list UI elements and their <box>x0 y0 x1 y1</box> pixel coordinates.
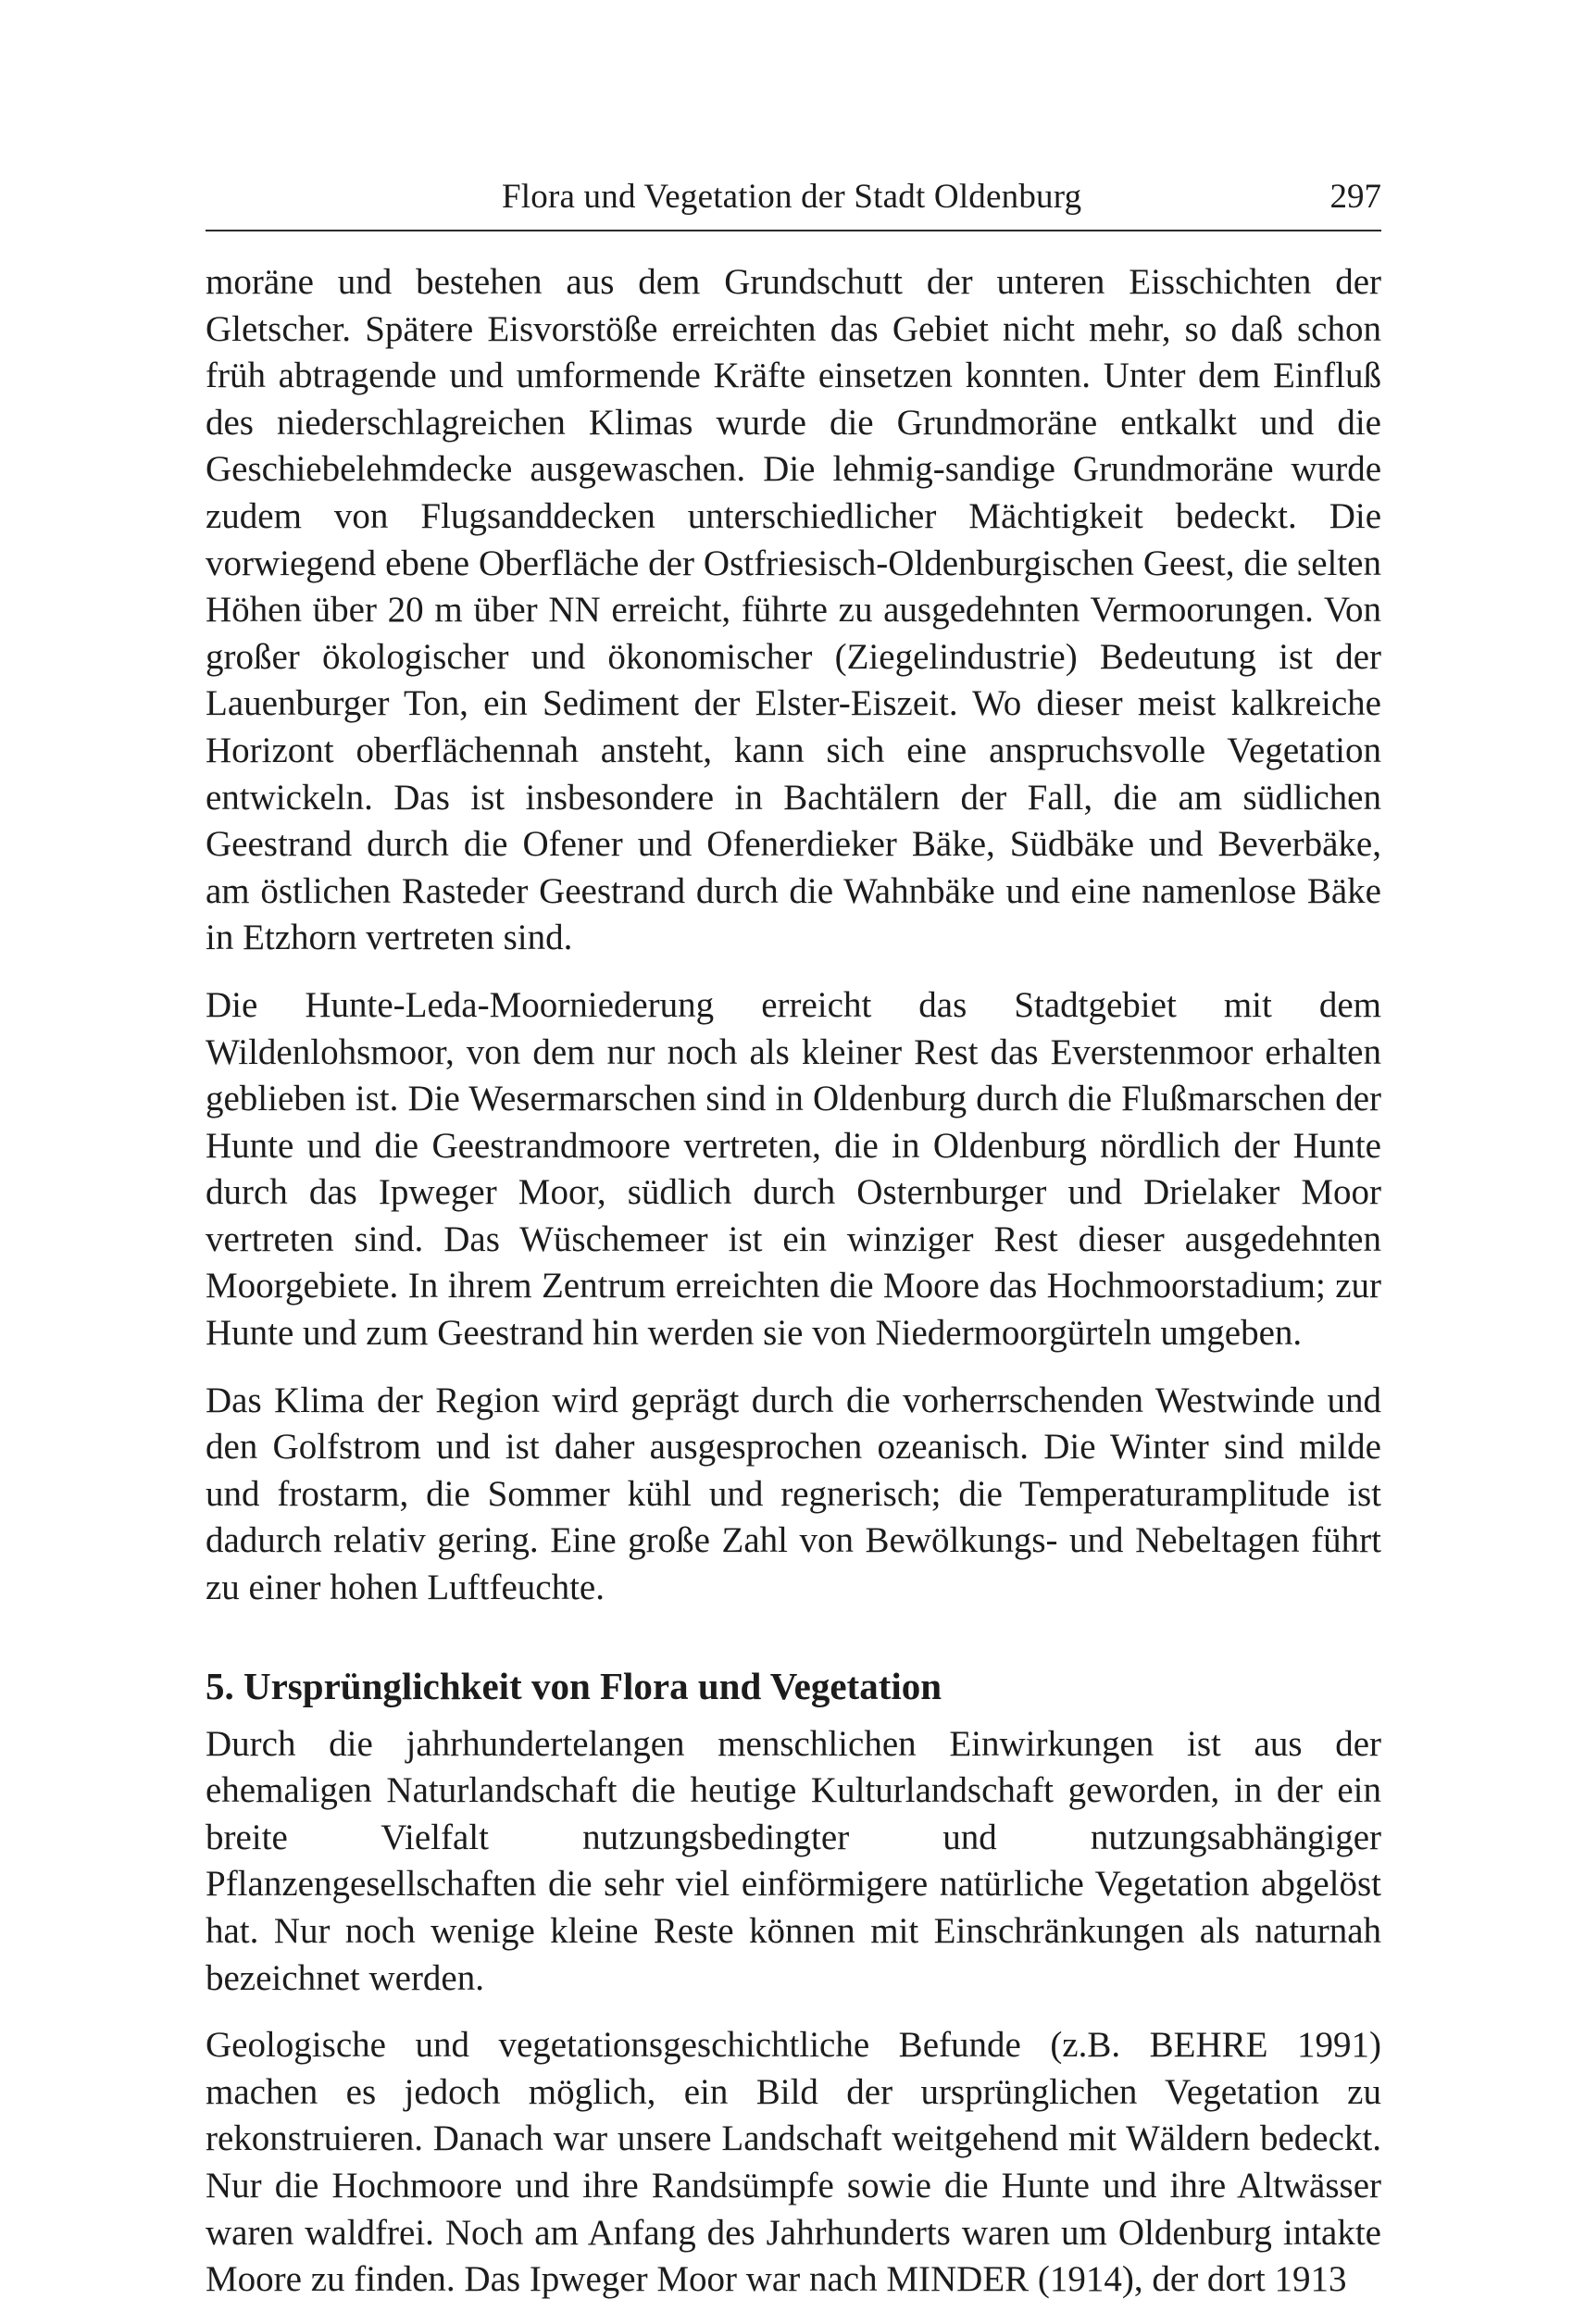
paragraph: Das Klima der Region wird geprägt durch die vorherrschenden Westwinde und den Golfstrom und ist daher ausgesprochen ozeanisch. Die Winter sind milde und frostarm, die Sommer kühl und regnerisch; die Temperaturamplitude ist dadurch relativ gering. Eine große Zahl von Bewölkungs- und Nebeltagen führt zu einer hohen Luftfeuchte. <box>206 1380 1381 1608</box>
body-text <box>206 259 1381 2304</box>
document-page <box>206 176 1381 2324</box>
paragraph: Die Hunte-Leda-Moorniederung erreicht das Stadtgebiet mit dem Wildenlohsmoor, von dem nur noch als kleiner Rest das Everstenmoor erhalten geblieben ist. Die Wesermarschen sind in Oldenburg durch die Flußmarschen der Hunte und die Geestrandmoore vertreten, die in Oldenburg nördlich der Hunte durch das Ipweger Moor, südlich durch Osternburger und Drielaker Moor vertreten sind. Das Wüschemeer ist ein winziger Rest dieser ausgedehnten Moorgebiete. In ihrem Zentrum erreichten die Moore das Hochmoorstadium; zur Hunte und zum Geestrand hin werden sie von Niedermoorgürteln umgeben. <box>206 984 1381 1354</box>
paragraph: moräne und bestehen aus dem Grundschutt der unteren Eisschichten der Gletscher. Spätere Eisvorstöße erreichten das Gebiet nicht mehr, so daß schon früh abtragende und umformende Kräfte einsetzen konnten. Unter dem Einfluß des niederschlagreichen Klimas wurde die Grundmoräne entkalkt und die Geschiebelehmdecke ausgewaschen. Die lehmig-sandige Grundmoräne wurde zudem von Flugsanddecken unterschiedlicher Mächtigkeit bedeckt. Die vorwiegend ebene Oberfläche der Ostfriesisch-Oldenburgischen Geest, die selten Höhen über 20 m über NN erreicht, führte zu ausgedehnten Vermoorungen. Von großer ökologischer und ökonomischer (Ziegelindustrie) Bedeutung ist der Lauenburger Ton, ein Sediment der Elster-Eiszeit. Wo dieser meist kalkreiche Horizont oberflächennah ansteht, kann sich eine anspruchsvolle Vegetation entwickeln. Das ist insbesondere in Bachtälern der Fall, die am südlichen Geestrand durch die Ofener und Ofenerdieker Bäke, Südbäke und Beverbäke, am östlichen Rasteder Geestrand durch die Wahnbäke und eine namenlose Bäke in Etzhorn vertreten sind. <box>206 262 1381 958</box>
running-header <box>206 176 1381 231</box>
page-number: 297 <box>1329 178 1381 216</box>
section-heading: 5. Ursprünglichkeit von Flora und Vegetation <box>206 1664 942 1707</box>
running-title: Flora und Vegetation der Stadt Oldenburg <box>502 178 1082 216</box>
paragraph: Durch die jahrhundertelangen menschlichen Einwirkungen ist aus der ehemaligen Naturlandschaft die heutige Kulturlandschaft geworden, in der ein breite Vielfalt nutzungsbedingter und nutzungsabhängiger Pflanzengesellschaften die sehr viel einförmigere natürliche Vegetation abgelöst hat. Nur noch wenige kleine Reste können mit Einschränkungen als naturnah bezeichnet werden. <box>206 1723 1381 1998</box>
paragraph: Geologische und vegetationsgeschichtliche Befunde (z.B. BEHRE 1991) machen es jedoch möglich, ein Bild der ursprünglichen Vegetation zu rekonstruieren. Danach war unsere Landschaft weitgehend mit Wäldern bedeckt. Nur die Hochmoore und ihre Randsümpfe sowie die Hunte und ihre Altwässer waren waldfrei. Noch am Anfang des Jahrhunderts waren um Oldenburg intakte Moore zu finden. Das Ipweger Moor war nach MINDER (1914), der dort 1913 <box>206 2025 1381 2300</box>
